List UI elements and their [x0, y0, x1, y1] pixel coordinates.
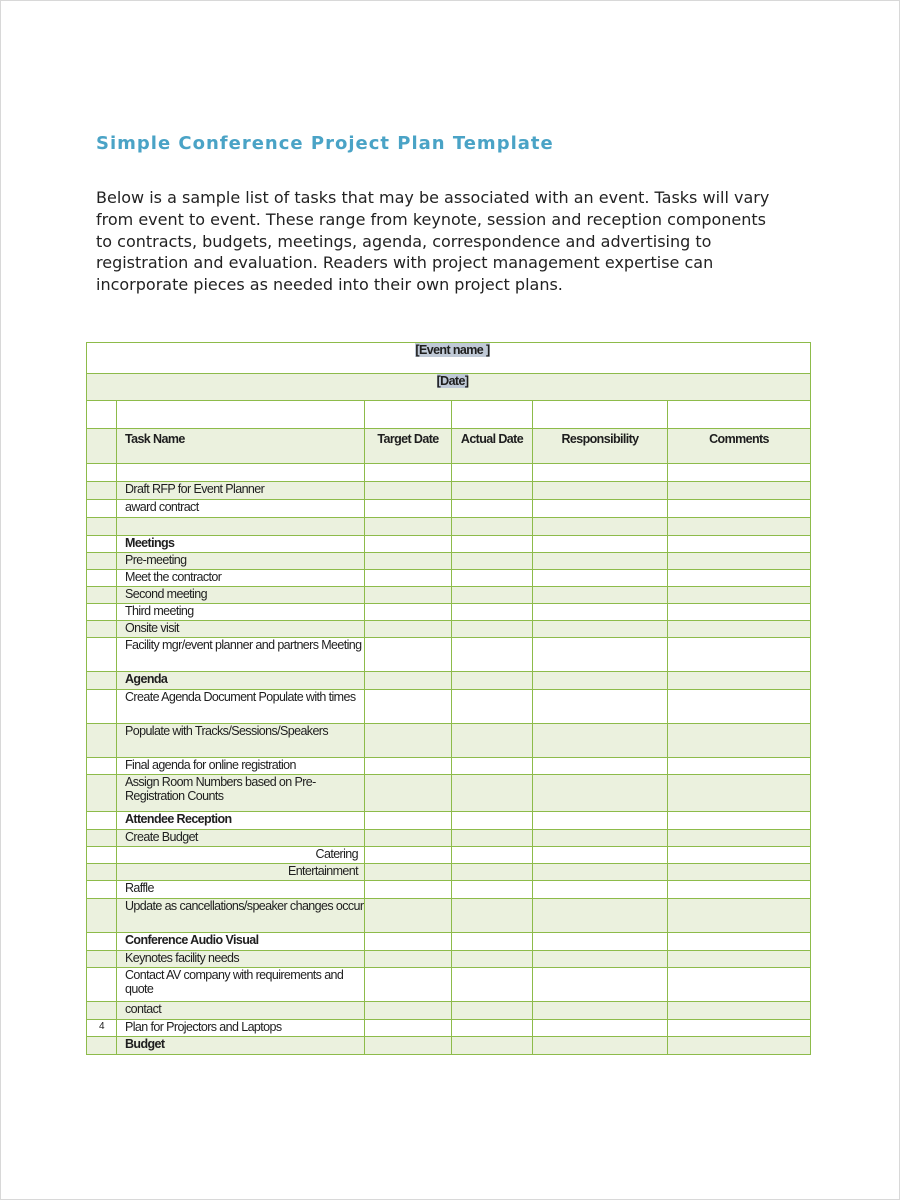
comments-cell[interactable] [668, 724, 811, 758]
table-row [87, 812, 811, 830]
target-date-cell[interactable] [365, 570, 452, 587]
row-marker-cell[interactable] [87, 933, 117, 951]
target-date-cell[interactable] [365, 464, 452, 482]
target-date-cell[interactable] [365, 672, 452, 690]
comments-cell[interactable] [668, 621, 811, 638]
actual-date-cell[interactable] [452, 951, 533, 968]
row-marker-cell[interactable] [87, 951, 117, 968]
task-name-cell[interactable] [117, 621, 365, 638]
task-name-cell[interactable] [117, 464, 365, 482]
table-row [87, 847, 811, 864]
actual-date-cell[interactable] [452, 1002, 533, 1020]
table-row [87, 553, 811, 570]
task-name-cell[interactable] [117, 587, 365, 604]
actual-date-cell[interactable] [452, 690, 533, 724]
target-date-cell[interactable] [365, 500, 452, 518]
responsibility-cell[interactable] [533, 864, 668, 881]
target-date-cell[interactable] [365, 899, 452, 933]
row-marker-cell[interactable] [87, 570, 117, 587]
target-date-cell[interactable] [365, 724, 452, 758]
responsibility-cell[interactable] [533, 587, 668, 604]
actual-date-cell[interactable] [452, 621, 533, 638]
responsibility-cell[interactable] [533, 638, 668, 672]
section-heading-cell[interactable] [117, 812, 365, 830]
actual-date-cell[interactable] [452, 638, 533, 672]
comments-cell[interactable] [668, 464, 811, 482]
date-placeholder: [Date] [436, 374, 469, 388]
responsibility-cell[interactable] [533, 899, 668, 933]
target-date-cell[interactable] [365, 553, 452, 570]
task-name-cell[interactable] [117, 830, 365, 847]
section-heading-cell[interactable] [117, 1037, 365, 1055]
table-cell [365, 401, 452, 429]
date-row [87, 374, 811, 401]
task-name-cell[interactable] [117, 951, 365, 968]
row-marker-cell[interactable] [87, 968, 117, 1002]
table-row [87, 1037, 811, 1055]
task-name: Assign Room Numbers based on Pre-Registration Counts [125, 775, 316, 803]
comments-cell[interactable] [668, 536, 811, 553]
row-marker-cell[interactable] [87, 587, 117, 604]
comments-cell[interactable] [668, 1002, 811, 1020]
task-name: Create Budget [125, 830, 198, 844]
table-cell [87, 401, 117, 429]
comments-cell[interactable] [668, 500, 811, 518]
task-name-cell[interactable] [117, 570, 365, 587]
comments-cell[interactable] [668, 830, 811, 847]
responsibility-cell[interactable] [533, 621, 668, 638]
table-row [87, 775, 811, 812]
actual-date-cell[interactable] [452, 587, 533, 604]
table-row [87, 1020, 811, 1037]
responsibility-cell[interactable] [533, 500, 668, 518]
section-heading: Conference Audio Visual [125, 933, 259, 947]
target-date-cell[interactable] [365, 536, 452, 553]
responsibility-cell[interactable] [533, 1037, 668, 1055]
row-marker-cell[interactable] [87, 864, 117, 881]
task-name: Raffle [125, 881, 154, 895]
task-name: Plan for Projectors and Laptops [125, 1020, 282, 1034]
comments-cell[interactable] [668, 553, 811, 570]
intro-line: from event to event. These range from keynote, session and reception components [96, 209, 766, 229]
task-name: Create Agenda Document Populate with times [125, 690, 356, 704]
target-date-cell[interactable] [365, 1037, 452, 1055]
event-name-cell[interactable] [87, 343, 811, 374]
row-marker-cell[interactable] [87, 464, 117, 482]
table-row [87, 518, 811, 536]
row-marker-cell[interactable] [87, 518, 117, 536]
responsibility-cell[interactable] [533, 775, 668, 812]
responsibility-cell[interactable] [533, 1020, 668, 1037]
actual-date-cell[interactable] [452, 1037, 533, 1055]
actual-date-cell[interactable] [452, 604, 533, 621]
column-header-row [87, 429, 811, 464]
task-name: award contract [125, 500, 199, 514]
row-marker: 4 [99, 1021, 104, 1032]
table-row [87, 968, 811, 1002]
task-name-cell[interactable] [117, 604, 365, 621]
actual-date-cell[interactable] [452, 482, 533, 500]
intro-line: to contracts, budgets, meetings, agenda, correspondence and advertising to [96, 231, 712, 251]
table-row [87, 638, 811, 672]
responsibility-cell[interactable] [533, 724, 668, 758]
actual-date-cell[interactable] [452, 464, 533, 482]
target-date-cell[interactable] [365, 812, 452, 830]
header-actual-date: Actual Date [452, 429, 533, 464]
responsibility-cell[interactable] [533, 847, 668, 864]
table-row [87, 881, 811, 899]
task-name-cell[interactable] [117, 518, 365, 536]
row-marker-cell[interactable] [87, 847, 117, 864]
project-plan-table [86, 342, 811, 1055]
target-date-cell[interactable] [365, 518, 452, 536]
task-name-cell[interactable] [117, 1020, 365, 1037]
task-rows [87, 464, 811, 1055]
responsibility-cell[interactable] [533, 830, 668, 847]
responsibility-cell[interactable] [533, 536, 668, 553]
intro-paragraph [96, 187, 816, 296]
target-date-cell[interactable] [365, 758, 452, 775]
table-row [87, 933, 811, 951]
actual-date-cell[interactable] [452, 500, 533, 518]
actual-date-cell[interactable] [452, 672, 533, 690]
row-marker-cell[interactable] [87, 1020, 117, 1037]
responsibility-cell[interactable] [533, 881, 668, 899]
table-row [87, 621, 811, 638]
task-name: Final agenda for online registration [125, 758, 296, 772]
task-name: Keynotes facility needs [125, 951, 240, 965]
header-target-date: Target Date [365, 429, 452, 464]
actual-date-cell[interactable] [452, 899, 533, 933]
comments-cell[interactable] [668, 518, 811, 536]
table-row [87, 536, 811, 553]
task-name: Entertainment [287, 864, 358, 878]
target-date-cell[interactable] [365, 638, 452, 672]
section-heading-cell[interactable] [117, 933, 365, 951]
target-date-cell[interactable] [365, 933, 452, 951]
intro-line: Below is a sample list of tasks that may be associated with an event. Tasks will vary [96, 188, 770, 207]
header-responsibility: Responsibility [533, 429, 668, 464]
comments-cell[interactable] [668, 672, 811, 690]
target-date-cell[interactable] [365, 881, 452, 899]
responsibility-cell[interactable] [533, 464, 668, 482]
event-name-placeholder: [Event name ] [415, 343, 490, 357]
actual-date-cell[interactable] [452, 847, 533, 864]
table-row [87, 500, 811, 518]
table-row [87, 672, 811, 690]
actual-date-cell[interactable] [452, 864, 533, 881]
row-marker-cell[interactable] [87, 775, 117, 812]
row-marker-cell[interactable] [87, 672, 117, 690]
row-marker-cell[interactable] [87, 881, 117, 899]
target-date-cell[interactable] [365, 587, 452, 604]
section-heading: Agenda [125, 672, 168, 686]
task-name: Draft RFP for Event Planner [125, 482, 265, 496]
task-name: Populate with Tracks/Sessions/Speakers [125, 724, 329, 738]
target-date-cell[interactable] [365, 690, 452, 724]
target-date-cell[interactable] [365, 482, 452, 500]
task-name-cell[interactable] [117, 864, 365, 881]
responsibility-cell[interactable] [533, 672, 668, 690]
actual-date-cell[interactable] [452, 968, 533, 1002]
actual-date-cell[interactable] [452, 724, 533, 758]
comments-cell[interactable] [668, 1037, 811, 1055]
task-name-cell[interactable] [117, 482, 365, 500]
comments-cell[interactable] [668, 604, 811, 621]
task-name-cell[interactable] [117, 899, 365, 933]
task-name-cell[interactable] [117, 881, 365, 899]
actual-date-cell[interactable] [452, 758, 533, 775]
target-date-cell[interactable] [365, 604, 452, 621]
row-marker-cell[interactable] [87, 536, 117, 553]
responsibility-cell[interactable] [533, 690, 668, 724]
table-row [87, 864, 811, 881]
comments-cell[interactable] [668, 570, 811, 587]
task-name: Update as cancellations/speaker changes occur [125, 899, 364, 913]
comments-cell[interactable] [668, 758, 811, 775]
table-row [87, 482, 811, 500]
comments-cell[interactable] [668, 1020, 811, 1037]
comments-cell[interactable] [668, 933, 811, 951]
actual-date-cell[interactable] [452, 553, 533, 570]
task-name: Third meeting [125, 604, 194, 618]
row-marker-cell[interactable] [87, 621, 117, 638]
section-heading-cell[interactable] [117, 672, 365, 690]
row-marker-cell[interactable] [87, 553, 117, 570]
header-task-name: Task Name [117, 429, 365, 464]
responsibility-cell[interactable] [533, 570, 668, 587]
table-row [87, 830, 811, 847]
task-name-cell[interactable] [117, 847, 365, 864]
row-marker-cell[interactable] [87, 830, 117, 847]
section-heading: Budget [125, 1037, 165, 1051]
row-marker-cell[interactable] [87, 724, 117, 758]
table-cell [452, 401, 533, 429]
task-name-cell[interactable] [117, 968, 365, 1002]
row-marker-cell[interactable] [87, 604, 117, 621]
table-row [87, 758, 811, 775]
table-row [87, 604, 811, 621]
task-name: contact [125, 1002, 162, 1016]
responsibility-cell[interactable] [533, 604, 668, 621]
table-cell [533, 401, 668, 429]
target-date-cell[interactable] [365, 864, 452, 881]
task-name: Onsite visit [125, 621, 179, 635]
row-marker-cell[interactable] [87, 500, 117, 518]
responsibility-cell[interactable] [533, 812, 668, 830]
task-name-cell[interactable] [117, 1002, 365, 1020]
task-name: Contact AV company with requirements and quote [125, 968, 344, 996]
table-row [87, 724, 811, 758]
task-name: Catering [315, 847, 358, 861]
target-date-cell[interactable] [365, 775, 452, 812]
task-name-cell[interactable] [117, 775, 365, 812]
row-marker-cell[interactable] [87, 812, 117, 830]
table-row [87, 570, 811, 587]
row-marker-cell[interactable] [87, 1037, 117, 1055]
actual-date-cell[interactable] [452, 1020, 533, 1037]
responsibility-cell[interactable] [533, 518, 668, 536]
task-name: Second meeting [125, 587, 207, 601]
task-name-cell[interactable] [117, 758, 365, 775]
responsibility-cell[interactable] [533, 933, 668, 951]
comments-cell[interactable] [668, 968, 811, 1002]
table-row [87, 464, 811, 482]
comments-cell[interactable] [668, 775, 811, 812]
row-marker-cell[interactable] [87, 758, 117, 775]
actual-date-cell[interactable] [452, 518, 533, 536]
comments-cell[interactable] [668, 482, 811, 500]
actual-date-cell[interactable] [452, 881, 533, 899]
row-marker-cell[interactable] [87, 1002, 117, 1020]
task-name: Meet the contractor [125, 570, 222, 584]
document-title: Simple Conference Project Plan Template [96, 133, 554, 154]
comments-cell[interactable] [668, 690, 811, 724]
responsibility-cell[interactable] [533, 758, 668, 775]
actual-date-cell[interactable] [452, 933, 533, 951]
table-row [87, 587, 811, 604]
task-name-cell[interactable] [117, 500, 365, 518]
section-heading: Attendee Reception [125, 812, 232, 826]
target-date-cell[interactable] [365, 968, 452, 1002]
target-date-cell[interactable] [365, 1020, 452, 1037]
row-marker-cell[interactable] [87, 638, 117, 672]
task-name-cell[interactable] [117, 724, 365, 758]
task-name-cell[interactable] [117, 690, 365, 724]
responsibility-cell[interactable] [533, 482, 668, 500]
row-marker-cell[interactable] [87, 482, 117, 500]
table-cell [87, 429, 117, 464]
comments-cell[interactable] [668, 951, 811, 968]
intro-line: incorporate pieces as needed into their own project plans. [96, 275, 563, 295]
comments-cell[interactable] [668, 638, 811, 672]
actual-date-cell[interactable] [452, 570, 533, 587]
responsibility-cell[interactable] [533, 1002, 668, 1020]
table-row [87, 690, 811, 724]
header-comments: Comments [668, 429, 811, 464]
event-name-row [87, 343, 811, 374]
responsibility-cell[interactable] [533, 553, 668, 570]
comments-cell[interactable] [668, 881, 811, 899]
table-row [87, 899, 811, 933]
comments-cell[interactable] [668, 864, 811, 881]
task-name: Pre-meeting [125, 553, 187, 567]
task-name-cell[interactable] [117, 553, 365, 570]
task-name-cell[interactable] [117, 638, 365, 672]
actual-date-cell[interactable] [452, 812, 533, 830]
target-date-cell[interactable] [365, 1002, 452, 1020]
date-cell[interactable] [87, 374, 811, 401]
actual-date-cell[interactable] [452, 775, 533, 812]
comments-cell[interactable] [668, 899, 811, 933]
section-heading-cell[interactable] [117, 536, 365, 553]
section-heading: Meetings [125, 536, 175, 550]
responsibility-cell[interactable] [533, 968, 668, 1002]
task-name: Facility mgr/event planner and partners Meeting [125, 638, 362, 652]
comments-cell[interactable] [668, 812, 811, 830]
target-date-cell[interactable] [365, 830, 452, 847]
target-date-cell[interactable] [365, 951, 452, 968]
responsibility-cell[interactable] [533, 951, 668, 968]
row-marker-cell[interactable] [87, 690, 117, 724]
row-marker-cell[interactable] [87, 899, 117, 933]
table-cell [117, 401, 365, 429]
spacer-row [87, 401, 811, 429]
table-cell [668, 401, 811, 429]
intro-line: registration and evaluation. Readers with project management expertise can [96, 253, 714, 273]
comments-cell[interactable] [668, 587, 811, 604]
actual-date-cell[interactable] [452, 536, 533, 553]
target-date-cell[interactable] [365, 621, 452, 638]
comments-cell[interactable] [668, 847, 811, 864]
target-date-cell[interactable] [365, 847, 452, 864]
actual-date-cell[interactable] [452, 830, 533, 847]
table-row [87, 951, 811, 968]
table-row [87, 1002, 811, 1020]
